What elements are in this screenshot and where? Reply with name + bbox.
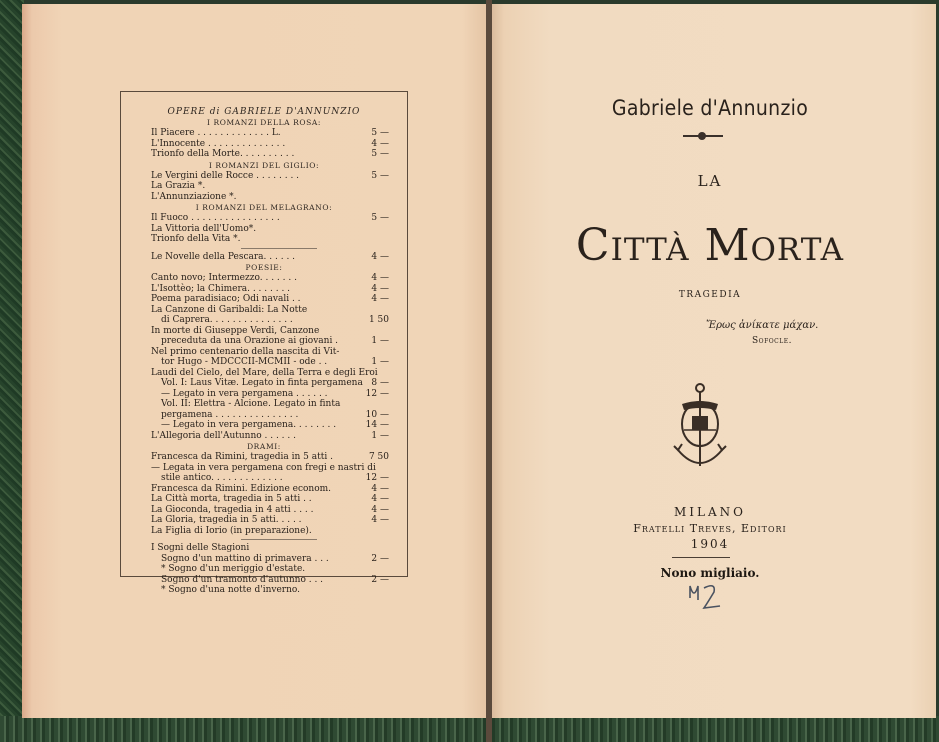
work-price: 5 — <box>371 213 389 223</box>
works-list-item <box>121 213 407 224</box>
work-title: La Gioconda, tragedia in 4 atti . . . . <box>151 504 314 515</box>
work-title: Il Piacere . . . . . . . . . . . . . L. <box>151 128 281 138</box>
works-list-item <box>121 181 407 192</box>
works-list-item <box>121 357 407 368</box>
anchor-emblem-icon <box>668 380 732 476</box>
work-price: 8 — <box>371 378 389 388</box>
pencil-mark <box>686 580 726 614</box>
work-title: Vol. II: Elettra - Alcione. Legato in finta <box>161 399 341 409</box>
work-price: 5 — <box>371 128 389 138</box>
book-title: Città Morta <box>575 220 845 271</box>
works-list-item <box>121 171 407 182</box>
works-list-item <box>121 473 407 484</box>
section-title: I ROMANZI DEL GIGLIO: <box>208 160 320 170</box>
works-list-item <box>121 505 407 516</box>
work-title: La Grazia *. <box>151 181 206 191</box>
genre-label: TRAGEDIA <box>678 290 742 300</box>
work-title: In morte di Giuseppe Verdi, Canzone <box>151 325 320 336</box>
work-title: Sogno d'un mattino di primavera . . . <box>161 553 329 564</box>
work-title: Canto novo; Intermezzo. . . . . . . <box>151 273 297 283</box>
work-title: Laudi del Cielo, del Mare, della Terra e degli Eroi <box>151 367 378 378</box>
works-list-item <box>121 554 407 565</box>
works-list-item <box>121 149 407 160</box>
work-price: 4 — <box>371 494 389 504</box>
work-title: di Caprera. . . . . . . . . . . . . . . <box>161 315 293 325</box>
section-title: I ROMANZI DELLA ROSA: <box>206 118 322 127</box>
work-price: 4 — <box>371 273 389 283</box>
work-title: preceduta da una Orazione ai giovani . <box>161 336 339 346</box>
work-price: 1 — <box>371 430 389 441</box>
work-title: Poema paradisiaco; Odi navali . . <box>151 294 301 304</box>
works-list-item <box>121 378 407 389</box>
work-title: L'Isottèo; la Chimera. . . . . . . . <box>151 283 291 294</box>
works-list-item <box>121 575 407 586</box>
marbled-bottom-edge <box>0 716 939 742</box>
epigraph-greek: Ἔρως ἀνίκατε μάχαν. <box>706 320 819 331</box>
works-list-item <box>121 543 407 554</box>
works-list-item <box>121 139 407 150</box>
publisher-name: Fratelli Treves, Editori <box>633 522 787 535</box>
work-title: L'Annunziazione *. <box>151 191 237 202</box>
work-title: — Legato in vera pergamena. . . . . . . . <box>161 420 337 430</box>
work-title: Trionfo della Morte. . . . . . . . . . <box>151 149 295 159</box>
work-title: L'Allegoria dell'Autunno . . . . . . <box>151 430 296 441</box>
work-price: 4 — <box>371 504 389 515</box>
works-list-item <box>121 305 407 316</box>
edition-note: Nono migliaio. <box>660 566 760 580</box>
section-divider <box>241 248 317 249</box>
works-list-item <box>121 526 407 537</box>
works-list-item <box>121 192 407 203</box>
section-title: I ROMANZI DEL MELAGRANO: <box>195 203 333 212</box>
author-name: Gabriele d'Annunzio <box>611 96 809 120</box>
work-price: 4 — <box>371 138 389 149</box>
work-title: La Gloria, tragedia in 5 atti. . . . . <box>151 515 302 525</box>
work-title: L'Innocente . . . . . . . . . . . . . . <box>151 138 286 149</box>
work-price: 1 50 <box>368 315 389 325</box>
publication-city: MILANO <box>674 505 746 519</box>
work-title: — Legata in vera pergamena con fregi e nastri di <box>151 462 376 473</box>
work-price: 14 — <box>365 420 389 430</box>
works-list-item <box>121 389 407 400</box>
work-title: Nel primo centenario della nascita di Vit- <box>151 346 340 357</box>
works-list-heading: OPERE di GABRIELE D'ANNUNZIO <box>167 107 361 117</box>
work-title: La Vittoria dell'Uomo*. <box>151 223 257 234</box>
works-list-item <box>121 224 407 235</box>
work-price: 1 — <box>371 336 389 346</box>
works-list-item <box>121 484 407 495</box>
works-list-item <box>121 234 407 245</box>
short-rule <box>672 557 730 558</box>
work-price: 4 — <box>371 515 389 525</box>
work-title: * Sogno d'una notte d'inverno. <box>161 585 301 595</box>
works-list-item <box>121 452 407 463</box>
title-article: LA <box>697 172 723 190</box>
work-price: 5 — <box>371 170 389 181</box>
work-price: 12 — <box>365 473 389 483</box>
works-list-item <box>121 128 407 139</box>
work-title: La Figlia di Iorio (in preparazione). <box>151 525 312 536</box>
work-price: 4 — <box>371 483 389 494</box>
work-price: 1 — <box>371 357 389 367</box>
works-list-item <box>121 564 407 575</box>
work-price: 7 50 <box>368 452 389 462</box>
work-price: 4 — <box>371 294 389 304</box>
marbled-cover-edge <box>0 0 24 742</box>
works-list-box <box>120 91 408 595</box>
works-list-item <box>121 252 407 263</box>
works-list-item <box>121 494 407 505</box>
works-list-item <box>121 515 407 526</box>
works-list-item <box>121 315 407 326</box>
section-title: POESIE: <box>245 263 283 272</box>
works-list-item <box>121 410 407 421</box>
work-title: Sogno d'un tramonto d'autunno . . . <box>161 574 324 585</box>
works-list-item <box>121 294 407 305</box>
works-list-item <box>121 420 407 431</box>
work-title: La Canzone di Garibaldi: La Notte <box>151 304 308 315</box>
works-list-item <box>121 463 407 474</box>
ornament-dot <box>698 132 706 140</box>
works-list-item <box>121 284 407 295</box>
works-list-item <box>121 399 407 410</box>
work-price: 4 — <box>371 283 389 294</box>
work-title: Francesca da Rimini. Edizione econom. <box>151 483 332 494</box>
work-price: 10 — <box>365 409 389 420</box>
work-title: I Sogni delle Stagioni <box>151 543 250 553</box>
work-title: tor Hugo - MDCCCII-MCMII - ode . . <box>161 357 328 367</box>
publication-year: 1904 <box>690 537 730 551</box>
works-sections <box>121 118 407 596</box>
epigraph-source: Sofocle. <box>752 336 792 346</box>
work-title: stile antico. . . . . . . . . . . . . <box>161 473 283 483</box>
works-list-item <box>121 347 407 358</box>
work-price: 2 — <box>371 553 389 564</box>
works-list-item <box>121 273 407 284</box>
work-title: La Città morta, tragedia in 5 atti . . <box>151 494 312 504</box>
work-price: 5 — <box>371 149 389 159</box>
work-title: — Legato in vera pergamena . . . . . . <box>161 388 328 399</box>
works-list-item <box>121 336 407 347</box>
works-list-item <box>121 368 407 379</box>
work-price: 2 — <box>371 574 389 585</box>
works-list-item <box>121 585 407 596</box>
book-gutter <box>486 0 492 742</box>
works-list-item <box>121 431 407 442</box>
work-price: 4 — <box>371 251 389 262</box>
works-list-item <box>121 326 407 337</box>
work-title: Vol. I: Laus Vitæ. Legato in finta pergamena <box>161 378 363 388</box>
work-title: Le Vergini delle Rocce . . . . . . . . <box>151 170 300 181</box>
work-title: pergamena . . . . . . . . . . . . . . . <box>161 409 299 420</box>
work-title: Il Fuoco . . . . . . . . . . . . . . . . <box>151 213 280 223</box>
work-title: Francesca da Rimini, tragedia in 5 atti . <box>151 452 333 462</box>
work-title: * Sogno d'un meriggio d'estate. <box>161 564 306 574</box>
work-price: 12 — <box>365 388 389 399</box>
section-divider <box>241 539 317 540</box>
work-title: Le Novelle della Pescara. . . . . . <box>151 251 296 262</box>
work-title: Trionfo della Vita *. <box>151 234 241 244</box>
section-title: DRAMI: <box>247 442 281 451</box>
